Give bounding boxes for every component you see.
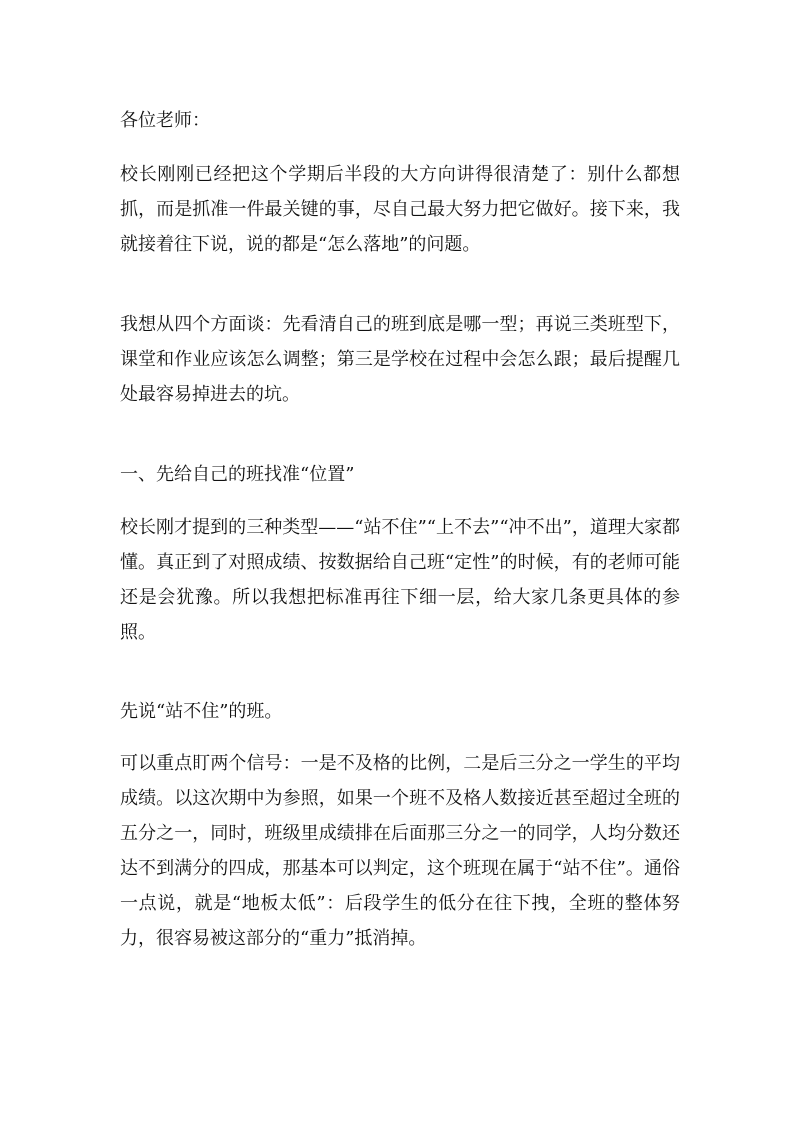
paragraph-subtopic: 先说“站不住”的班。: [120, 701, 283, 722]
section-heading-1: 一、先给自己的班找准“位置”: [120, 464, 355, 485]
paragraph-types: 校长刚才提到的三种类型——“站不住”“上不去”“冲不出”，道理大家都懂。真正到了对照成绩、按数据给自己班“定性”的时候，有的老师可能还是会犹豫。所以我想把标准再往下细一层，给大家几条更具体的参照。: [120, 517, 680, 643]
paragraph-signals: 可以重点盯两个信号：一是不及格的比例，二是后三分之一学生的平均成绩。以这次期中为参照，如果一个班不及格人数接近甚至超过全班的五分之一，同时，班级里成绩排在后面那三分之一的同学，人均分数还达不到满分的四成，那基本可以判定，这个班现在属于“站不住”。通俗一点说，就是“地板太低”：后段学生的低分在往下拽，全班的整体努力，很容易被这部分的“重力”抵消掉。: [120, 753, 680, 949]
greeting-line: 各位老师：: [120, 110, 210, 131]
paragraph-outline: 我想从四个方面谈：先看清自己的班到底是哪一型；再说三类班型下，课堂和作业应该怎么调整；第三是学校在过程中会怎么跟；最后提醒几处最容易掉进去的坑。: [120, 314, 680, 405]
paragraph-intro: 校长刚刚已经把这个学期后半段的大方向讲得很清楚了：别什么都想抓，而是抓准一件最关键的事，尽自己最大努力把它做好。接下来，我就接着往下说，说的都是“怎么落地”的问题。: [120, 164, 680, 255]
